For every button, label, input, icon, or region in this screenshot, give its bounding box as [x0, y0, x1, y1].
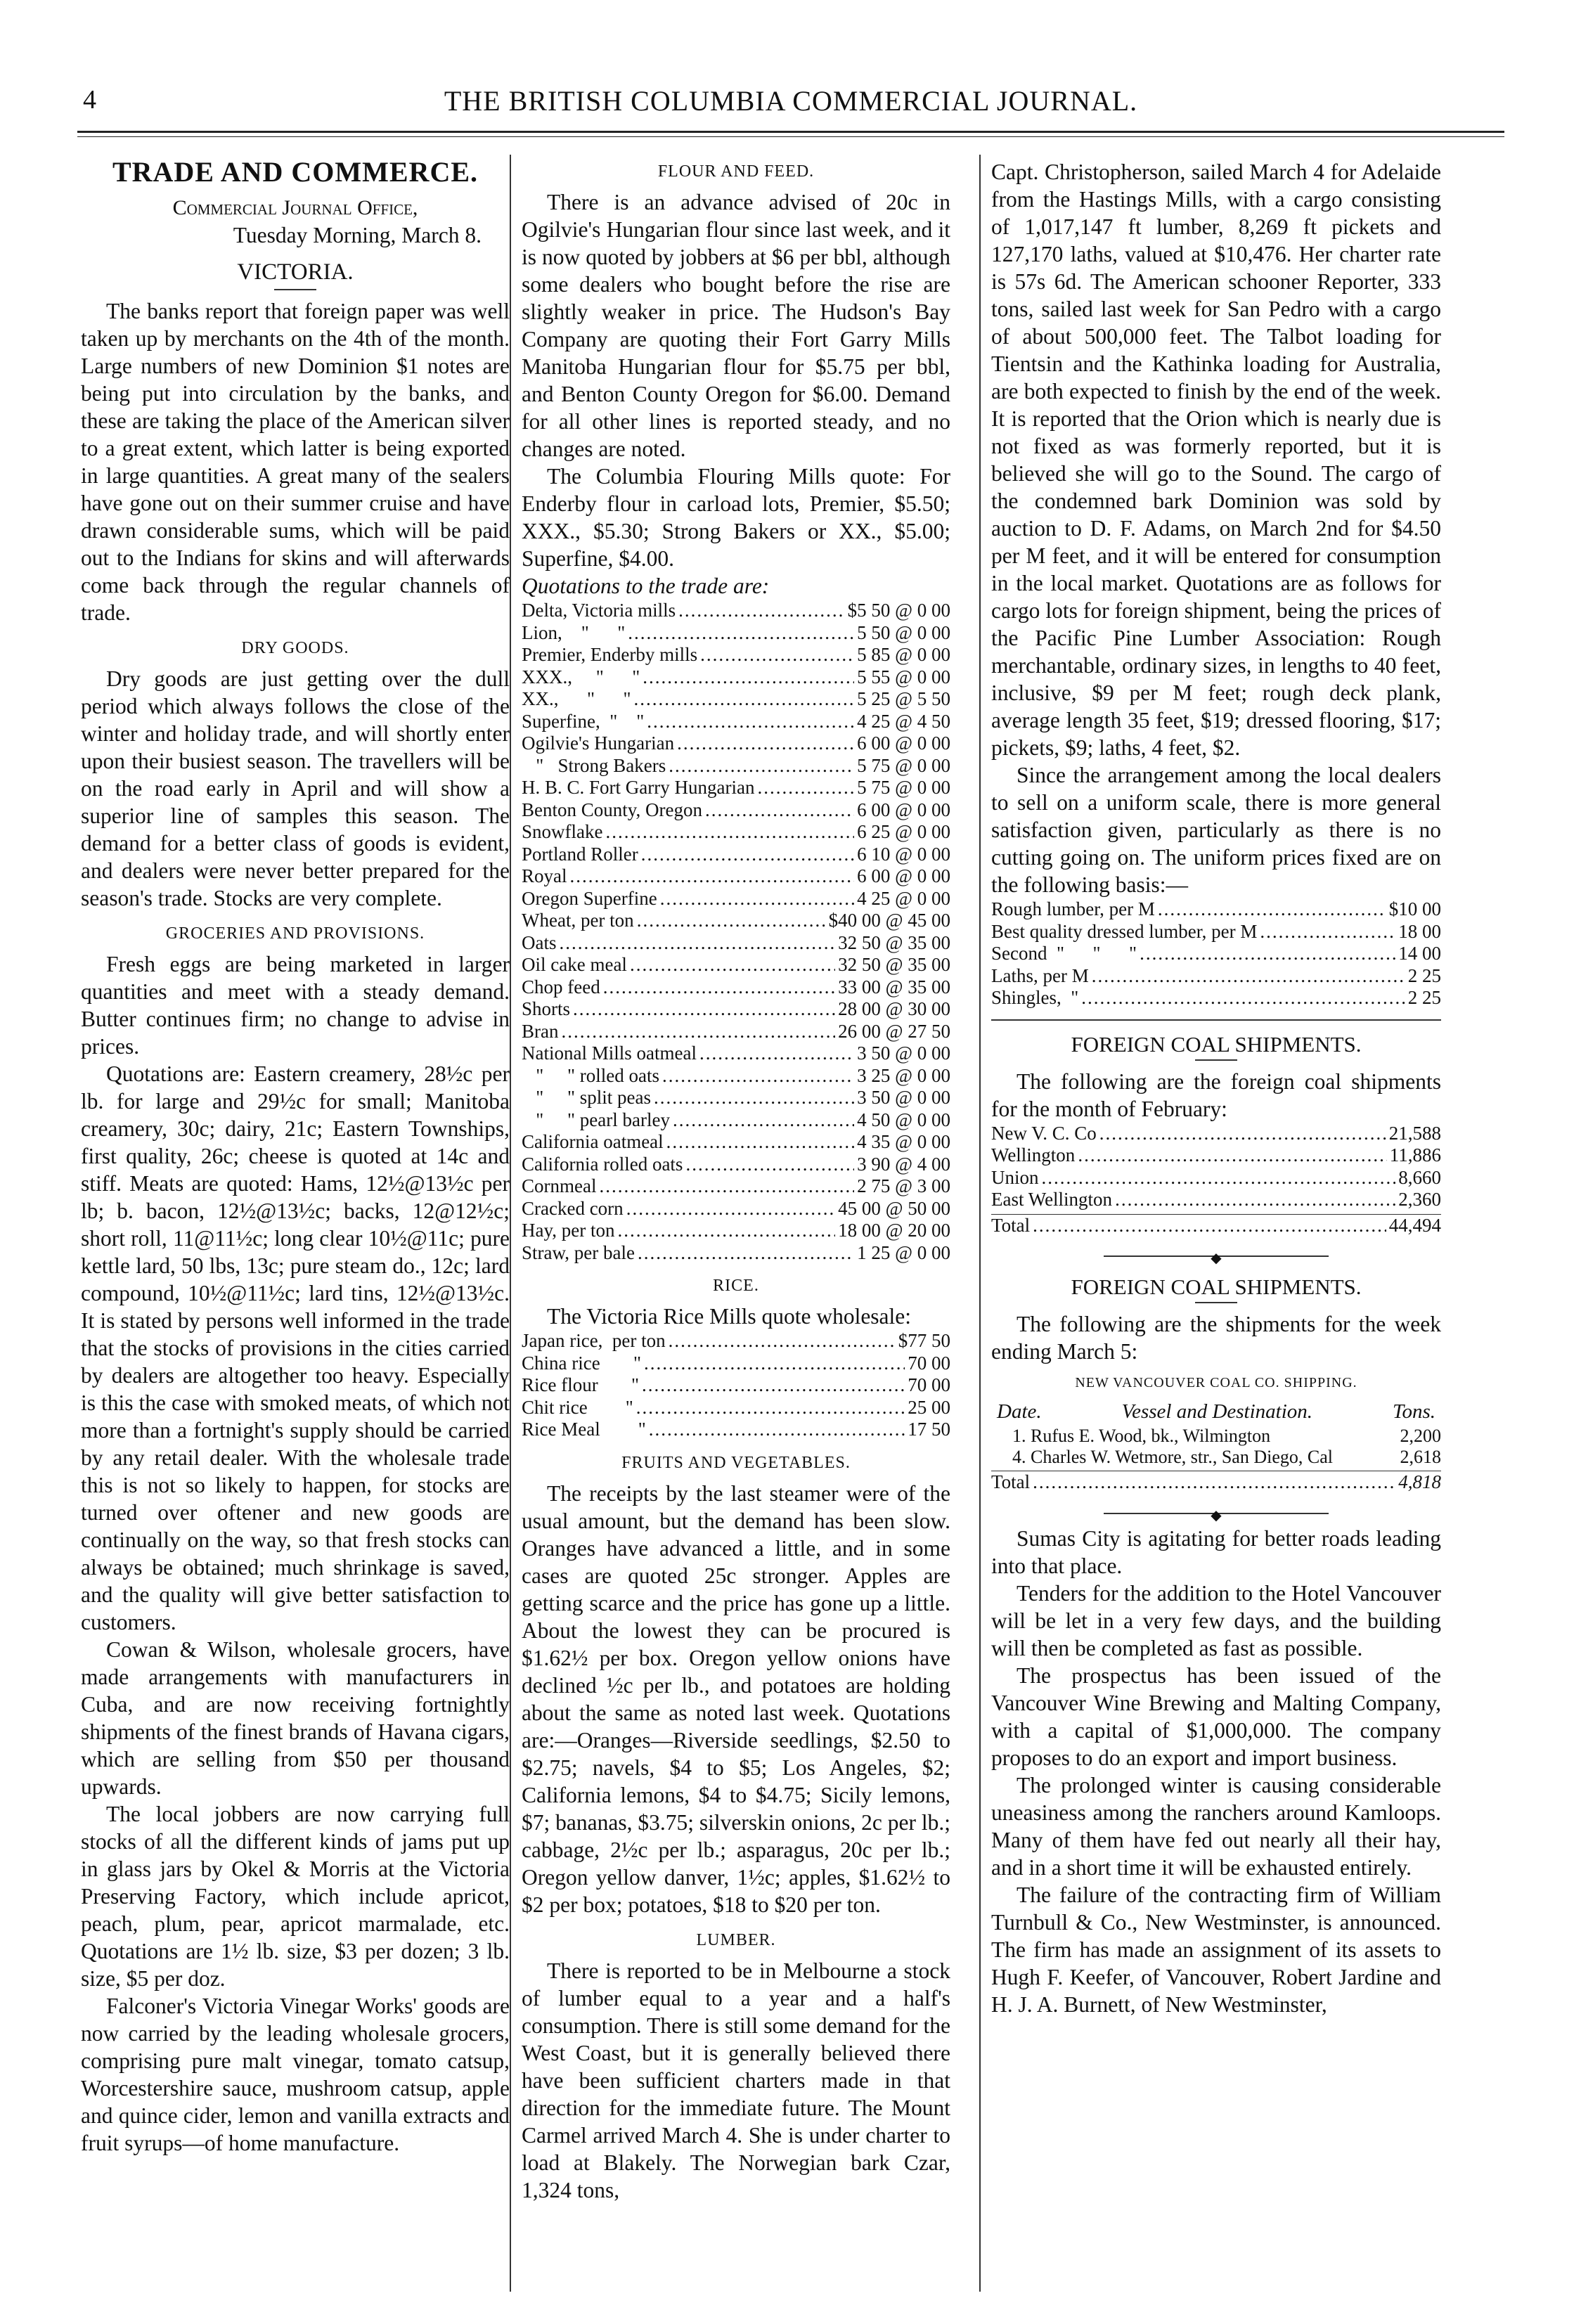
paragraph: The local jobbers are now carrying full stocks of all the different kinds of jams put up in glass jars by Okel & Morris at the Victoria Preserving Factory, which include apricot, peach, plum, pear, apricot marmalade, etc. Quotations are 1½ lb. size, $3 per dozen; 3 lb. size, $5 per doz.	[81, 1802, 510, 1991]
table-row	[522, 1154, 950, 1176]
item-name: Superfine, " "	[522, 710, 645, 732]
table-row	[522, 910, 950, 932]
leader-dots	[678, 600, 845, 622]
item-name: Bran	[522, 1020, 559, 1042]
item-name: 4. Charles W. Wetmore, str., San Diego, Cal	[1012, 1447, 1333, 1467]
item-name: California rolled oats	[522, 1153, 683, 1175]
item-price: 3 25 @ 0 00	[857, 1064, 950, 1086]
coal-vessel-table	[991, 1426, 1441, 1468]
coal-total-row	[991, 1214, 1441, 1237]
leader-dots	[654, 1087, 854, 1109]
short-rule	[1195, 1059, 1237, 1061]
item-name: Wheat, per ton	[522, 910, 634, 931]
table-row	[522, 954, 950, 976]
paragraph: The Victoria Rice Mills quote wholesale:	[547, 1304, 912, 1329]
coal-heading: FOREIGN COAL SHIPMENTS.	[1071, 1274, 1362, 1299]
item-price: 45 00 @ 50 00	[838, 1197, 950, 1219]
paragraph: Falconer's Victoria Vinegar Works' goods are now carried by the leading wholesale grocers, comprising pure malt vinegar, tomato catsup, Worcestershire sauce, mushroom catsup, apple and quince cider, lemon and vanilla extracts and fruit syrups—of home manufacture.	[81, 1994, 510, 2155]
table-row	[522, 600, 950, 622]
item-name: Royal	[522, 865, 567, 886]
table-row	[522, 821, 950, 844]
leader-dots	[669, 1330, 896, 1353]
item-name: Union	[991, 1166, 1039, 1188]
tons-header: Tons.	[1392, 1400, 1435, 1423]
rice-price-table	[522, 1330, 950, 1441]
item-name: Ogilvie's Hungarian	[522, 732, 675, 754]
leader-dots	[757, 777, 854, 799]
item-name: Laths, per M	[991, 964, 1089, 986]
table-row	[522, 1353, 950, 1375]
item-name: National Mills oatmeal	[522, 1042, 697, 1064]
page-number: 4	[83, 85, 96, 115]
paragraph: The banks report that foreign paper was well taken up by merchants on the 4th of the month. Large numbers of new Dominion $1 notes are being put into circulation by the banks, and these are taking the place of the American silver to a great extent, which latter is being exported in large quantities. A great many of the sealers have gone out on their summer cruise and have drawn considerable sums, which will be paid out to the Indians for skins and will afterwards come back through the regular channels of trade.	[81, 299, 510, 625]
table-row	[522, 644, 950, 666]
table-row	[522, 666, 950, 689]
item-price: 6 00 @ 0 00	[857, 865, 950, 886]
table-row	[522, 1109, 950, 1132]
table-row	[522, 1087, 950, 1109]
item-name: Wellington	[991, 1144, 1076, 1166]
item-name: Rough lumber, per M	[991, 898, 1155, 919]
item-name: East Wellington	[991, 1189, 1113, 1210]
leader-dots	[666, 1131, 854, 1154]
leader-dots	[660, 888, 854, 910]
item-name: Oil cake meal	[522, 954, 627, 975]
paragraph: Tenders for the addition to the Hotel Vancouver will be let in a very few days, and the building will then be completed as fast as possible.	[991, 1580, 1441, 1660]
table-row	[991, 1447, 1441, 1468]
leader-dots	[630, 954, 835, 976]
table-row	[991, 965, 1441, 988]
paragraph: Sumas City is agitating for better roads leading into that place.	[991, 1525, 1441, 1578]
item-price: 2 75 @ 3 00	[857, 1175, 950, 1196]
leader-dots	[628, 622, 854, 645]
item-name: Premier, Enderby mills	[522, 644, 698, 665]
item-name: XX., " "	[522, 688, 631, 709]
item-price: 3 50 @ 0 00	[857, 1087, 950, 1108]
leader-dots	[1140, 943, 1395, 965]
coal-heading: FOREIGN COAL SHIPMENTS.	[1071, 1031, 1362, 1057]
item-name: Shorts	[522, 998, 571, 1019]
item-price: 6 25 @ 0 00	[857, 821, 950, 842]
item-price: 5 25 @ 5 50	[857, 688, 950, 709]
paragraph: The following are the shipments for the week ending March 5:	[991, 1312, 1441, 1364]
paragraph: Capt. Christopherson, sailed March 4 for Adelaide from the Hastings Mills, with a cargo consisting of 1,017,147 ft lumber, 8,269 ft pickets and 127,170 laths, valued at $10,476. Her charter rate is 57s 6d. The American schooner Reporter, 333 tons, sailed last week for San Pedro with a cargo of about 500,000 feet. The Talbot loading for Tientsin and the Kathinka loading for Australia, are both expected to finish by the end of the week. It is reported that the Orion which is nearly due is not fixed as was formerly reported, but it is believed she will go to the Sound. The cargo of the condemned bark Dominion was sold by auction to D. F. Adams, on March 2nd for $4.50 per M feet, and it will be entered for consumption in the local market. Quotations are as follows for cargo lots for foreign shipment, being the prices of the Pacific Pine Lumber Association: Rough merchantable, ordinary sizes, in lengths to 40 feet, inclusive, $9 per M feet; rough deck plank, average length 35 feet, $19; dressed flooring, $17; pickets, $9; laths, 4 feet, $2.	[991, 160, 1441, 760]
item-name: Japan rice, per ton	[522, 1330, 666, 1351]
item-price: 8,660	[1398, 1166, 1441, 1188]
item-price: 5 55 @ 0 00	[857, 666, 950, 687]
table-row	[522, 1175, 950, 1198]
short-rule	[1195, 1302, 1237, 1303]
item-name: Straw, per bale	[522, 1241, 635, 1263]
table-row	[522, 888, 950, 910]
item-name: 1. Rufus E. Wood, bk., Wilmington	[1012, 1426, 1271, 1446]
vessel-header: Vessel and Destination.	[1121, 1400, 1313, 1423]
divider	[991, 1019, 1441, 1021]
item-price: 28 00 @ 30 00	[838, 998, 950, 1019]
table-row	[522, 732, 950, 755]
item-price: 4 25 @ 4 50	[857, 710, 950, 732]
paragraph: There is an advance advised of 20c in Ogilvie's Hungarian flour since last week, and it is now quoted by jobbers at $6 per bbl, although some dealers who bought before the rise are slightly weaker in price. The Hudson's Bay Company are quoting their Fort Garry Mills Manitoba Hungarian flour for $5.75 per bbl, and Benton County Oregon for $6.00. Demand for all other lines is reported steady, and no changes are noted.	[522, 190, 950, 461]
item-price: 11,886	[1389, 1144, 1441, 1166]
paragraph: Dry goods are just getting over the dull period which always follows the close of the winter and holiday trade, and will shortly enter upon their busiest season. The travellers will be on the road early in April and will show a superior line of samples this season. The demand for a better class of goods is evident, and dealers were never better prepared for the season's trade. Stocks are very complete.	[81, 666, 510, 910]
paragraph: Quotations are: Eastern creamery, 28½c per lb. for large and 29½c for small; Manitoba creamery, 30c; dairy, 21c; Eastern Townships, first quality, 26c; cheese is quoted at 14c and stiff. Meats are quoted: Hams, 12½@13½c per lb; b. bacon, 12½@13½c; backs, 12@12½c; short roll, 11@11½c; long clear 10½@11c; pure kettle lard, 50 lbs, 13c; pure steam do., 12c; lard compound, 10½@11½c; lard tins, 12½@13½c. It is stated by persons well informed in the trade that the stocks of provisions in the cities carried by dealers are altogether too heavy. Especially is this the case with smoked meats, of which not more than a fortnight's supply should be carried by any retail dealer. With the wholesale trade this is not so likely to happen, for stocks are turned over oftener and new goods are continually on the way, so that fresh stocks can always be obtained; much shrinkage is saved, and the quality will give better satisfaction to customers.	[81, 1061, 510, 1634]
dateline: Tuesday Morning, March 8.	[233, 223, 482, 247]
ornament-divider	[991, 1506, 1441, 1521]
quotations-intro: Quotations to the trade are:	[522, 574, 770, 598]
item-price: 32 50 @ 35 00	[838, 931, 950, 953]
item-price: 4 25 @ 0 00	[857, 887, 950, 909]
item-price: 5 85 @ 0 00	[857, 644, 950, 665]
leader-dots	[570, 865, 855, 888]
subsection-heading: DRY GOODS.	[241, 639, 349, 657]
table-row	[522, 932, 950, 955]
leader-dots	[699, 1042, 854, 1065]
column-2	[522, 158, 950, 2204]
paragraph: The receipts by the last steamer were of the usual amount, but the demand has been slow. Oranges have advanced a little, and in some cases are quoted 25c stronger. Apples are getting scarce and the price has gone up a little. About the lowest they can be procured is $1.62½ per box. Oregon yellow onions have declined ½c per lb., and potatoes are holding about the same as noted last week. Quotations are:—Oranges—Riverside seedlings, $2.50 to $2.75; navels, $4 to $5; Los Angeles, $2; California lemons, $4 to $4.75; Sicily lemons, $7; bananas, $3.75; silverskin onions, 2c per lb.; cabbage, 2½c per lb.; asparagus, 20c per lb.; Oregon yellow danver, 1½c; apples, $1.62½ to $2 per box; potatoes, $18 to $20 per ton.	[522, 1480, 950, 1917]
leader-dots	[1158, 898, 1386, 921]
item-price: 2 25	[1407, 964, 1441, 986]
table-row	[991, 1144, 1441, 1167]
lumber-price-table	[991, 898, 1441, 1009]
item-name: Oregon Superfine	[522, 887, 657, 909]
item-price: 21,588	[1388, 1122, 1441, 1144]
item-price: 1 25 @ 0 00	[857, 1241, 950, 1263]
item-price: 2,360	[1398, 1189, 1441, 1210]
item-name: California oatmeal	[522, 1131, 664, 1152]
paragraph: Fresh eggs are being marketed in larger quantities and meet with a steady demand. Butter continues firm; no change to advise in prices.	[81, 952, 510, 1059]
section-title: TRADE AND COMMERCE.	[112, 156, 479, 188]
leader-dots	[669, 755, 854, 777]
coal-subheading: NEW VANCOUVER COAL CO. SHIPPING.	[1075, 1375, 1357, 1390]
item-price: 18 00	[1398, 920, 1441, 942]
column-1	[81, 158, 510, 2157]
leader-dots	[644, 1353, 905, 1375]
item-price: $40 00 @ 45 00	[828, 910, 950, 931]
item-price: 18 00 @ 20 00	[838, 1220, 950, 1241]
item-price: 25 00	[908, 1396, 950, 1418]
table-row	[522, 1131, 950, 1154]
item-price: 32 50 @ 35 00	[838, 954, 950, 975]
total-label: Total	[991, 1471, 1031, 1492]
paragraph: The prospectus has been issued of the Vancouver Wine Brewing and Malting Company, with a capital of $1,000,000. The company proposes to do an export and import business.	[991, 1663, 1441, 1770]
leader-dots	[662, 1065, 854, 1087]
item-name: " " split peas	[522, 1087, 652, 1108]
item-name: " " rolled oats	[522, 1064, 660, 1086]
leader-dots	[705, 799, 854, 822]
item-price: 6 00 @ 0 00	[857, 799, 950, 820]
table-row	[991, 898, 1441, 921]
leader-dots	[673, 1109, 854, 1132]
table-row	[991, 921, 1441, 943]
item-name: Benton County, Oregon	[522, 799, 702, 820]
subsection-heading: LUMBER.	[696, 1930, 776, 1949]
header-rule-thin	[77, 136, 1504, 137]
column-divider	[510, 155, 511, 2292]
header-rule	[77, 131, 1504, 133]
item-price: 5 75 @ 0 00	[857, 754, 950, 776]
item-price: $77 50	[898, 1330, 950, 1351]
item-price: 6 00 @ 0 00	[857, 732, 950, 754]
item-name: Chop feed	[522, 976, 600, 998]
item-name: Snowflake	[522, 821, 603, 842]
item-price: 17 50	[908, 1419, 950, 1440]
item-price: 5 75 @ 0 00	[857, 777, 950, 798]
item-name: Rice Meal "	[522, 1419, 646, 1440]
total-value: 44,494	[1388, 1214, 1441, 1236]
table-row	[991, 1189, 1441, 1211]
subsection-heading: GROCERIES AND PROVISIONS.	[165, 924, 425, 943]
item-name: Best quality dressed lumber, per M	[991, 920, 1258, 942]
page-header	[77, 84, 1504, 127]
leader-dots	[1099, 1123, 1386, 1145]
table-row	[522, 755, 950, 777]
leader-dots	[1081, 987, 1405, 1009]
leader-dots	[636, 1397, 905, 1419]
column-divider	[979, 155, 981, 2292]
table-row	[522, 976, 950, 999]
leader-dots	[603, 976, 835, 999]
table-row	[522, 1198, 950, 1220]
item-price: 26 00 @ 27 50	[838, 1020, 950, 1042]
item-name: XXX., " "	[522, 666, 640, 687]
leader-dots	[700, 644, 854, 666]
item-price: $10 00	[1388, 898, 1441, 919]
leader-dots	[637, 910, 826, 932]
coal-column-headers	[991, 1398, 1441, 1426]
total-label: Total	[991, 1214, 1031, 1236]
subsection-heading: FRUITS AND VEGETABLES.	[621, 1453, 851, 1472]
flour-price-table	[522, 600, 950, 1264]
table-row	[522, 799, 950, 822]
leader-dots	[605, 821, 854, 844]
paragraph: The Columbia Flouring Mills quote: For Enderby flour in carload lots, Premier, $5.50; XXX., $5.30; Strong Bakers or XX., $5.00; Superfine, $4.00.	[522, 464, 950, 571]
item-price: 4 50 @ 0 00	[857, 1109, 950, 1130]
coal-shipments-table	[991, 1123, 1441, 1211]
table-row	[522, 1242, 950, 1265]
subsection-heading: RICE.	[713, 1277, 759, 1295]
office-line: Commercial Journal Office,	[172, 196, 418, 219]
item-name: Cornmeal	[522, 1175, 597, 1196]
item-price: 33 00 @ 35 00	[838, 976, 950, 998]
short-rule	[274, 289, 316, 290]
place-heading: VICTORIA.	[237, 259, 354, 285]
leader-dots	[1042, 1167, 1396, 1189]
paragraph: Since the arrangement among the local dealers to sell on a uniform scale, there is more general satisfaction given, particularly as there is no cutting going on. The uniform prices fixed are on the following basis:—	[991, 763, 1441, 897]
item-price: 70 00	[908, 1352, 950, 1374]
item-name: Hay, per ton	[522, 1220, 615, 1241]
table-row	[991, 1123, 1441, 1145]
date-header: Date.	[997, 1400, 1042, 1423]
item-price: 70 00	[908, 1374, 950, 1395]
item-name: Rice flour "	[522, 1374, 639, 1395]
item-name: Lion, " "	[522, 621, 626, 643]
leader-dots	[642, 1374, 905, 1397]
item-price: 3 50 @ 0 00	[857, 1042, 950, 1064]
item-price: 3 90 @ 4 00	[857, 1153, 950, 1175]
item-price: 2,618	[1400, 1447, 1441, 1467]
table-row	[522, 1419, 950, 1441]
table-row	[522, 1397, 950, 1419]
leader-dots	[1115, 1189, 1395, 1211]
leader-dots	[685, 1154, 854, 1176]
table-row	[522, 998, 950, 1021]
table-row	[991, 1167, 1441, 1189]
leader-dots	[638, 1242, 854, 1265]
leader-dots	[647, 711, 854, 733]
ornament-divider	[991, 1249, 1441, 1263]
paragraph: The failure of the contracting firm of William Turnbull & Co., New Westminster, is announced. The firm has made an assignment of its assets to Hugh F. Keefer, of Vancouver, Robert Jardine and H. J. A. Burnett, of New Westminster,	[991, 1882, 1441, 2017]
table-row	[991, 943, 1441, 965]
leader-dots	[599, 1175, 854, 1198]
item-price: $5 50 @ 0 00	[847, 600, 950, 621]
item-name: Chit rice "	[522, 1396, 633, 1418]
coal-total-row	[991, 1471, 1441, 1494]
item-price: 4 35 @ 0 00	[857, 1131, 950, 1152]
item-name: Oats	[522, 931, 557, 953]
table-row	[991, 1426, 1441, 1447]
leader-dots	[1092, 965, 1405, 988]
leader-dots	[1078, 1144, 1386, 1167]
item-name: " " pearl barley	[522, 1109, 670, 1130]
table-row	[522, 844, 950, 866]
leader-dots	[561, 1021, 835, 1043]
total-value: 4,818	[1398, 1471, 1441, 1492]
paragraph: The prolonged winter is causing considerable uneasiness among the ranchers around Kamloops. Many of them have fed out nearly all their hay, and in a short time it will be exhausted entirely.	[991, 1772, 1441, 1880]
item-name: " Strong Bakers	[522, 754, 666, 776]
item-price: 2,200	[1400, 1426, 1441, 1446]
paragraph: The following are the foreign coal shipments for the month of February:	[991, 1069, 1441, 1121]
item-name: Delta, Victoria mills	[522, 600, 676, 621]
leader-dots	[641, 844, 854, 866]
table-row	[991, 987, 1441, 1009]
leader-dots	[1260, 921, 1395, 943]
paragraph: Cowan & Wilson, wholesale grocers, have made arrangements with manufacturers in Cuba, and are now receiving fortnightly shipments of the finest brands of Havana cigars, which are selling from $50 per thousand upwards.	[81, 1637, 510, 1799]
paragraph: There is reported to be in Melbourne a stock of lumber equal to a year and a half's consumption. There is still some demand for the West Coast, but it is generally believed there have been sufficient charters made in that direction for the immediate future. The Mount Carmel arrived March 4. She is under charter to load at Blakely. The Norwegian bark Czar, 1,324 tons,	[522, 1958, 950, 2202]
leader-dots	[643, 666, 854, 689]
table-row	[522, 1374, 950, 1397]
leader-dots	[649, 1419, 905, 1441]
item-name: H. B. C. Fort Garry Hungarian	[522, 777, 755, 798]
item-price: 6 10 @ 0 00	[857, 843, 950, 865]
table-row	[522, 711, 950, 733]
table-row	[522, 1220, 950, 1242]
item-name: Second " " "	[991, 943, 1137, 964]
item-name: New V. C. Co	[991, 1122, 1097, 1144]
table-row	[522, 688, 950, 711]
leader-dots	[677, 732, 854, 755]
leader-dots	[634, 688, 855, 711]
table-row	[522, 622, 950, 645]
table-row	[522, 865, 950, 888]
table-row	[522, 777, 950, 799]
item-price: 14 00	[1398, 943, 1441, 964]
item-name: China rice "	[522, 1352, 641, 1374]
table-row	[522, 1330, 950, 1353]
item-name: Portland Roller	[522, 843, 638, 865]
item-name: Cracked corn	[522, 1197, 624, 1219]
journal-title: THE BRITISH COLUMBIA COMMERCIAL JOURNAL.	[444, 85, 1138, 117]
item-price: 5 50 @ 0 00	[857, 621, 950, 643]
leader-dots	[573, 998, 835, 1021]
table-row	[522, 1021, 950, 1043]
table-row	[522, 1065, 950, 1087]
leader-dots	[560, 932, 836, 955]
table-row	[522, 1042, 950, 1065]
column-3	[991, 158, 1441, 2018]
leader-dots	[626, 1198, 835, 1220]
subsection-heading: FLOUR AND FEED.	[657, 162, 815, 181]
item-name: Shingles, "	[991, 987, 1079, 1008]
leader-dots	[617, 1220, 835, 1242]
item-price: 2 25	[1407, 987, 1441, 1008]
